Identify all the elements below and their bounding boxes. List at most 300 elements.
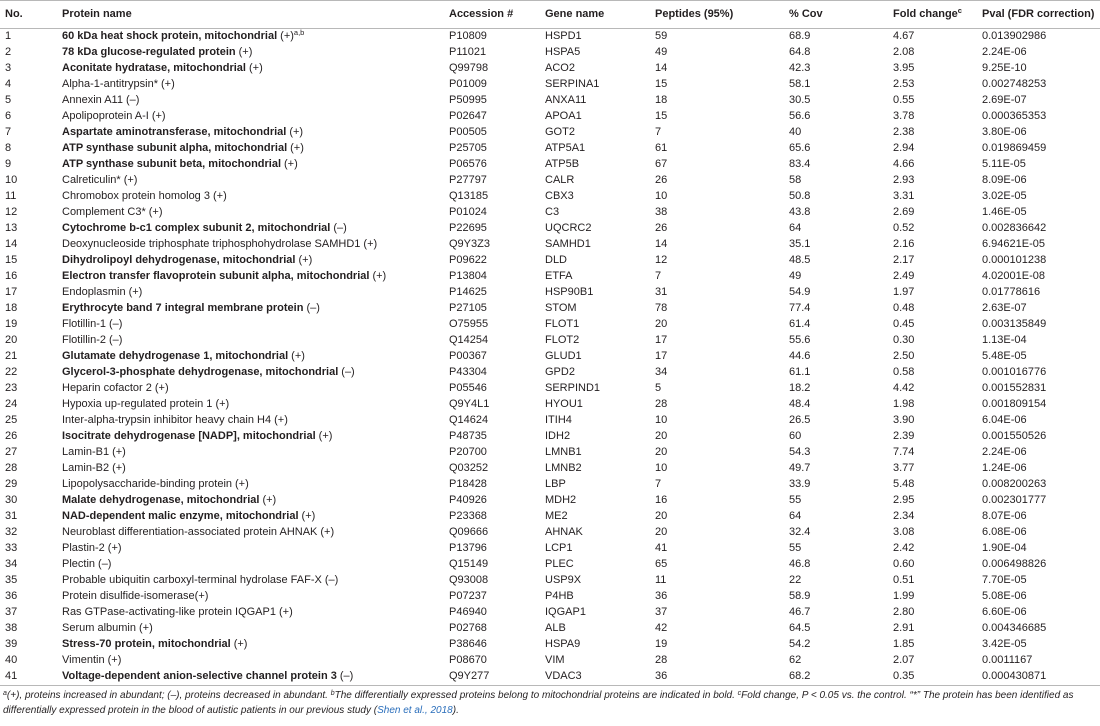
table-row	[5, 284, 1100, 300]
cell-pval: 0.001552831	[982, 382, 1047, 394]
cell-fold-change: 3.31	[893, 190, 915, 202]
cell-protein-name	[62, 588, 449, 604]
table-row	[5, 588, 1100, 604]
cell-accession: P02768	[449, 622, 487, 634]
cell-no: 3	[5, 62, 12, 74]
cell-coverage: 48.4	[789, 398, 811, 410]
abundance-sign: (–)	[109, 334, 123, 346]
abundance-sign: (+)	[151, 110, 166, 122]
cell-peptides: 7	[655, 478, 662, 490]
cell-accession: Q93008	[449, 574, 489, 586]
citation-link[interactable]: Shen et al., 2018	[377, 705, 453, 716]
cell-accession: Q15149	[449, 558, 489, 570]
cell-peptides: 20	[655, 526, 668, 538]
cell-gene-name: ACO2	[545, 62, 575, 74]
table-row	[5, 172, 1100, 188]
cell-protein-name	[62, 172, 449, 188]
cell-gene-name: ATP5B	[545, 158, 580, 170]
cell-gene-name: HSPD1	[545, 30, 582, 42]
cell-pval: 3.42E-05	[982, 638, 1027, 650]
protein-name-text: Complement C3*	[62, 206, 146, 218]
cell-fold-change: 2.80	[893, 606, 915, 618]
table-row	[5, 476, 1100, 492]
cell-gene-name: ALB	[545, 622, 566, 634]
protein-name-text: Flotillin-2	[62, 334, 107, 346]
table-row	[5, 204, 1100, 220]
col-header-protein-name: Protein name	[62, 8, 132, 20]
protein-name-text: Heparin cofactor 2	[62, 382, 152, 394]
cell-pval: 0.001809154	[982, 398, 1047, 410]
table-row	[5, 332, 1100, 348]
cell-peptides: 38	[655, 206, 668, 218]
cell-coverage: 58.9	[789, 590, 811, 602]
abundance-sign: (+)	[107, 654, 122, 666]
abundance-sign: (+)	[363, 238, 378, 250]
protein-name-text: Flotillin-1	[62, 318, 107, 330]
cell-coverage: 54.3	[789, 446, 811, 458]
cell-accession: P08670	[449, 654, 487, 666]
cell-gene-name: HSPA5	[545, 46, 581, 58]
cell-no: 36	[5, 590, 18, 602]
abundance-sign: (–)	[333, 222, 347, 234]
col-header-accession: Accession #	[449, 8, 514, 20]
cell-gene-name: CALR	[545, 174, 575, 186]
table-row	[5, 668, 1100, 684]
cell-accession: Q9Y4L1	[449, 398, 490, 410]
cell-peptides: 59	[655, 30, 668, 42]
cell-protein-name	[62, 380, 449, 396]
cell-accession: P07237	[449, 590, 487, 602]
cell-gene-name: IDH2	[545, 430, 571, 442]
cell-peptides: 10	[655, 190, 668, 202]
cell-gene-name: VIM	[545, 654, 565, 666]
cell-gene-name: FLOT1	[545, 318, 580, 330]
cell-fold-change: 1.99	[893, 590, 915, 602]
abundance-sign: (+)	[194, 590, 209, 602]
table-row	[5, 348, 1100, 364]
cell-no: 35	[5, 574, 18, 586]
cell-protein-name	[62, 60, 449, 76]
cell-no: 31	[5, 510, 18, 522]
cell-coverage: 64.8	[789, 46, 811, 58]
col-header-pval: Pval (FDR correction)	[982, 8, 1095, 20]
footnote-end-text: ).	[452, 705, 459, 716]
abundance-sign: (+)	[107, 542, 122, 554]
cell-coverage: 55	[789, 542, 802, 554]
cell-coverage: 58	[789, 174, 802, 186]
table-row	[5, 604, 1100, 620]
cell-fold-change: 0.35	[893, 670, 915, 682]
cell-gene-name: CBX3	[545, 190, 574, 202]
cell-peptides: 37	[655, 606, 668, 618]
fold-change-label: Fold change	[893, 8, 958, 20]
protein-name-text: Calreticulin*	[62, 174, 121, 186]
cell-gene-name: STOM	[545, 302, 577, 314]
cell-protein-name	[62, 428, 449, 444]
cell-peptides: 17	[655, 334, 668, 346]
cell-protein-name	[62, 540, 449, 556]
cell-pval: 0.001016776	[982, 366, 1047, 378]
table-row	[5, 44, 1100, 60]
cell-fold-change: 2.42	[893, 542, 915, 554]
cell-accession: P02647	[449, 110, 487, 122]
cell-accession: P10809	[449, 30, 487, 42]
cell-peptides: 18	[655, 94, 668, 106]
cell-coverage: 55	[789, 494, 802, 506]
cell-no: 24	[5, 398, 18, 410]
cell-accession: P20700	[449, 446, 487, 458]
table-row	[5, 60, 1100, 76]
cell-fold-change: 2.34	[893, 510, 915, 522]
cell-accession: Q9Y3Z3	[449, 238, 490, 250]
abundance-sign: (+)	[123, 174, 138, 186]
protein-name-text: NAD-dependent malic enzyme, mitochondrial	[62, 510, 299, 522]
cell-fold-change: 2.38	[893, 126, 915, 138]
table-row	[5, 524, 1100, 540]
abundance-sign: (–)	[125, 94, 140, 106]
cell-protein-name	[62, 92, 449, 108]
table-row	[5, 316, 1100, 332]
cell-accession: P43304	[449, 366, 487, 378]
abundance-sign: (+)	[284, 158, 298, 170]
protein-name-text: Probable ubiquitin carboxyl-terminal hydrolase FAF-X	[62, 574, 322, 586]
cell-fold-change: 0.55	[893, 94, 915, 106]
cell-protein-name	[62, 316, 449, 332]
cell-pval: 0.004346685	[982, 622, 1047, 634]
cell-pval: 3.80E-06	[982, 126, 1027, 138]
footnote-mark-a: a	[3, 690, 7, 697]
table-row	[5, 28, 1100, 44]
protein-name-text: Lamin-B1	[62, 446, 110, 458]
table-row	[5, 140, 1100, 156]
cell-fold-change: 4.42	[893, 382, 915, 394]
cell-coverage: 46.7	[789, 606, 811, 618]
protein-name-text: Stress-70 protein, mitochondrial	[62, 638, 231, 650]
cell-peptides: 26	[655, 174, 668, 186]
cell-fold-change: 0.52	[893, 222, 915, 234]
abundance-sign: (+)	[128, 286, 143, 298]
cell-protein-name	[62, 28, 449, 44]
cell-fold-change: 2.16	[893, 238, 915, 250]
cell-coverage: 49.7	[789, 462, 811, 474]
cell-accession: Q9Y277	[449, 670, 490, 682]
protein-name-text: Hypoxia up-regulated protein 1	[62, 398, 213, 410]
abundance-sign: (+)	[320, 526, 335, 538]
cell-peptides: 36	[655, 590, 668, 602]
table-bottom-rule	[0, 685, 1100, 686]
cell-peptides: 28	[655, 654, 668, 666]
abundance-sign: (+)	[112, 446, 126, 458]
table-row	[5, 540, 1100, 556]
table-body	[5, 28, 1100, 684]
cell-coverage: 42.3	[789, 62, 811, 74]
abundance-sign: (+)	[289, 126, 304, 138]
cell-coverage: 54.2	[789, 638, 811, 650]
cell-coverage: 22	[789, 574, 802, 586]
cell-peptides: 19	[655, 638, 668, 650]
cell-protein-name	[62, 572, 449, 588]
protein-name-text: Glutamate dehydrogenase 1, mitochondrial	[62, 350, 289, 362]
cell-gene-name: MDH2	[545, 494, 577, 506]
abundance-sign: (+)	[274, 414, 288, 426]
cell-pval: 1.13E-04	[982, 334, 1027, 346]
cell-accession: P46940	[449, 606, 487, 618]
cell-protein-name	[62, 492, 449, 508]
cell-accession: P05546	[449, 382, 487, 394]
cell-protein-name	[62, 284, 449, 300]
cell-coverage: 18.2	[789, 382, 811, 394]
cell-protein-name	[62, 300, 449, 316]
cell-coverage: 26.5	[789, 414, 811, 426]
footnote-mark-c: c	[737, 690, 742, 697]
table-row	[5, 108, 1100, 124]
cell-pval: 0.000365353	[982, 110, 1047, 122]
cell-no: 19	[5, 318, 18, 330]
protein-name-text: Malate dehydrogenase, mitochondrial	[62, 494, 260, 506]
cell-fold-change: 3.95	[893, 62, 915, 74]
cell-no: 20	[5, 334, 18, 346]
cell-pval: 0.0011167	[982, 654, 1033, 666]
cell-accession: P11021	[449, 46, 487, 58]
cell-accession: P14625	[449, 286, 487, 298]
cell-accession: P01024	[449, 206, 487, 218]
cell-protein-name	[62, 124, 449, 140]
cell-pval: 8.07E-06	[982, 510, 1027, 522]
cell-accession: Q03252	[449, 462, 489, 474]
cell-accession: P27105	[449, 302, 487, 314]
header-row	[5, 0, 1100, 28]
footnote-b-text: The differentially expressed proteins belong to mitochondrial proteins are indicated in bold.	[334, 690, 735, 701]
cell-coverage: 32.4	[789, 526, 811, 538]
abundance-sign: (–)	[306, 302, 320, 314]
cell-gene-name: SAMHD1	[545, 238, 591, 250]
abundance-sign: (+)	[262, 494, 277, 506]
cell-no: 10	[5, 174, 18, 186]
cell-no: 9	[5, 158, 12, 170]
cell-accession: P25705	[449, 142, 487, 154]
cell-no: 26	[5, 430, 18, 442]
cell-coverage: 48.5	[789, 254, 811, 266]
cell-coverage: 64.5	[789, 622, 811, 634]
cell-accession: P00367	[449, 350, 487, 362]
table-row	[5, 380, 1100, 396]
col-header-peptides: Peptides (95%)	[655, 8, 734, 20]
table-row	[5, 124, 1100, 140]
cell-pval: 6.04E-06	[982, 414, 1027, 426]
cell-accession: P23368	[449, 510, 487, 522]
cell-no: 15	[5, 254, 18, 266]
cell-peptides: 10	[655, 462, 668, 474]
cell-accession: P13804	[449, 270, 487, 282]
cell-coverage: 44.6	[789, 350, 811, 362]
cell-protein-name	[62, 204, 449, 220]
abundance-sign: (+)	[112, 462, 126, 474]
cell-coverage: 33.9	[789, 478, 811, 490]
cell-peptides: 36	[655, 670, 668, 682]
col-header-no: No.	[5, 8, 23, 20]
cell-gene-name: IQGAP1	[545, 606, 586, 618]
cell-coverage: 54.9	[789, 286, 811, 298]
cell-coverage: 68.9	[789, 30, 811, 42]
cell-gene-name: SERPIND1	[545, 382, 601, 394]
abundance-sign: (+)	[291, 350, 305, 362]
table-row	[5, 636, 1100, 652]
cell-fold-change: 0.58	[893, 366, 915, 378]
protein-name-text: Neuroblast differentiation-associated protein AHNAK	[62, 526, 318, 538]
abundance-sign: (+)	[280, 30, 294, 42]
protein-name-text: Deoxynucleoside triphosphate triphosphohydrolase SAMHD1	[62, 238, 361, 250]
table-row	[5, 620, 1100, 636]
cell-coverage: 35.1	[789, 238, 811, 250]
table-footnote	[3, 688, 1097, 718]
cell-pval: 2.63E-07	[982, 302, 1027, 314]
cell-fold-change: 2.07	[893, 654, 915, 666]
cell-fold-change: 4.66	[893, 158, 915, 170]
cell-accession: P09622	[449, 254, 487, 266]
cell-peptides: 26	[655, 222, 668, 234]
cell-pval: 9.25E-10	[982, 62, 1027, 74]
protein-name-text: Apolipoprotein A-I	[62, 110, 149, 122]
cell-coverage: 64	[789, 510, 802, 522]
cell-pval: 6.08E-06	[982, 526, 1027, 538]
cell-pval: 5.08E-06	[982, 590, 1027, 602]
cell-no: 22	[5, 366, 18, 378]
cell-peptides: 65	[655, 558, 668, 570]
cell-fold-change: 0.48	[893, 302, 915, 314]
cell-accession: P00505	[449, 126, 487, 138]
cell-fold-change: 2.08	[893, 46, 915, 58]
cell-protein-name	[62, 620, 449, 636]
cell-accession: P38646	[449, 638, 487, 650]
cell-pval: 0.000101238	[982, 254, 1047, 266]
cell-fold-change: 2.17	[893, 254, 915, 266]
cell-peptides: 41	[655, 542, 668, 554]
cell-pval: 0.008200263	[982, 478, 1047, 490]
abundance-sign: (–)	[339, 670, 354, 682]
cell-accession: Q14254	[449, 334, 489, 346]
table-row	[5, 396, 1100, 412]
cell-gene-name: LMNB1	[545, 446, 582, 458]
cell-protein-name	[62, 156, 449, 172]
table-row	[5, 236, 1100, 252]
cell-coverage: 62	[789, 654, 802, 666]
cell-no: 6	[5, 110, 12, 122]
cell-pval: 0.006498826	[982, 558, 1047, 570]
cell-no: 17	[5, 286, 18, 298]
cell-fold-change: 7.74	[893, 446, 915, 458]
col-header-coverage: % Cov	[789, 8, 823, 20]
cell-pval: 0.01778616	[982, 286, 1041, 298]
table-row	[5, 220, 1100, 236]
cell-protein-name	[62, 652, 449, 668]
protein-name-text: Chromobox protein homolog 3	[62, 190, 210, 202]
protein-name-text: Voltage-dependent anion-selective channel protein 3	[62, 670, 337, 682]
cell-pval: 8.09E-06	[982, 174, 1027, 186]
table-row	[5, 572, 1100, 588]
cell-fold-change: 2.69	[893, 206, 915, 218]
cell-gene-name: HSP90B1	[545, 286, 594, 298]
fold-change-note: c	[957, 6, 962, 15]
cell-peptides: 10	[655, 414, 668, 426]
cell-protein-name	[62, 332, 449, 348]
cell-protein-name	[62, 236, 449, 252]
cell-accession: P13796	[449, 542, 487, 554]
protein-name-text: 60 kDa heat shock protein, mitochondrial	[62, 30, 278, 42]
protein-name-text: ATP synthase subunit beta, mitochondrial	[62, 158, 282, 170]
cell-accession: Q99798	[449, 62, 489, 74]
cell-accession: P40926	[449, 494, 487, 506]
cell-peptides: 67	[655, 158, 668, 170]
cell-peptides: 20	[655, 430, 668, 442]
cell-coverage: 83.4	[789, 158, 811, 170]
cell-no: 16	[5, 270, 18, 282]
cell-coverage: 49	[789, 270, 802, 282]
cell-peptides: 20	[655, 318, 668, 330]
cell-fold-change: 3.78	[893, 110, 915, 122]
protein-name-text: Inter-alpha-trypsin inhibitor heavy chain H4	[62, 414, 272, 426]
cell-fold-change: 4.67	[893, 30, 915, 42]
cell-gene-name: GOT2	[545, 126, 575, 138]
table-row	[5, 556, 1100, 572]
table-row	[5, 444, 1100, 460]
protein-name-text: Aspartate aminotransferase, mitochondrial	[62, 126, 287, 138]
cell-fold-change: 3.08	[893, 526, 915, 538]
table-row	[5, 92, 1100, 108]
cell-fold-change: 2.94	[893, 142, 915, 154]
cell-protein-name	[62, 140, 449, 156]
cell-no: 13	[5, 222, 18, 234]
cell-protein-name	[62, 476, 449, 492]
protein-name-text: Endoplasmin	[62, 286, 126, 298]
cell-pval: 0.003135849	[982, 318, 1047, 330]
cell-protein-name	[62, 636, 449, 652]
cell-coverage: 56.6	[789, 110, 811, 122]
abundance-sign: (+)	[298, 254, 313, 266]
footnote-a-text: (+), proteins increased in abundant; (–), proteins decreased in abundant.	[6, 690, 328, 701]
cell-peptides: 34	[655, 366, 668, 378]
cell-fold-change: 2.53	[893, 78, 915, 90]
cell-accession: P18428	[449, 478, 487, 490]
abundance-sign: (+)	[238, 46, 253, 58]
cell-fold-change: 2.95	[893, 494, 915, 506]
cell-coverage: 50.8	[789, 190, 811, 202]
cell-peptides: 14	[655, 238, 668, 250]
cell-protein-name	[62, 396, 449, 412]
cell-gene-name: LMNB2	[545, 462, 582, 474]
protein-name-text: Lamin-B2	[62, 462, 110, 474]
cell-gene-name: SERPINA1	[545, 78, 600, 90]
cell-gene-name: LBP	[545, 478, 566, 490]
cell-protein-name	[62, 460, 449, 476]
cell-accession: O75955	[449, 318, 489, 330]
footnote-ref: a,b	[293, 28, 305, 37]
cell-fold-change: 2.50	[893, 350, 915, 362]
protein-name-text: Plastin-2	[62, 542, 105, 554]
cell-no: 21	[5, 350, 18, 362]
cell-fold-change: 1.97	[893, 286, 915, 298]
cell-accession: P22695	[449, 222, 487, 234]
cell-pval: 5.11E-05	[982, 158, 1026, 170]
cell-peptides: 7	[655, 126, 662, 138]
abundance-sign: (+)	[215, 398, 230, 410]
table-row	[5, 492, 1100, 508]
cell-protein-name	[62, 668, 449, 684]
cell-no: 41	[5, 670, 18, 682]
cell-no: 1	[5, 30, 12, 42]
cell-gene-name: LCP1	[545, 542, 573, 554]
cell-coverage: 65.6	[789, 142, 811, 154]
abundance-sign: (+)	[318, 430, 333, 442]
